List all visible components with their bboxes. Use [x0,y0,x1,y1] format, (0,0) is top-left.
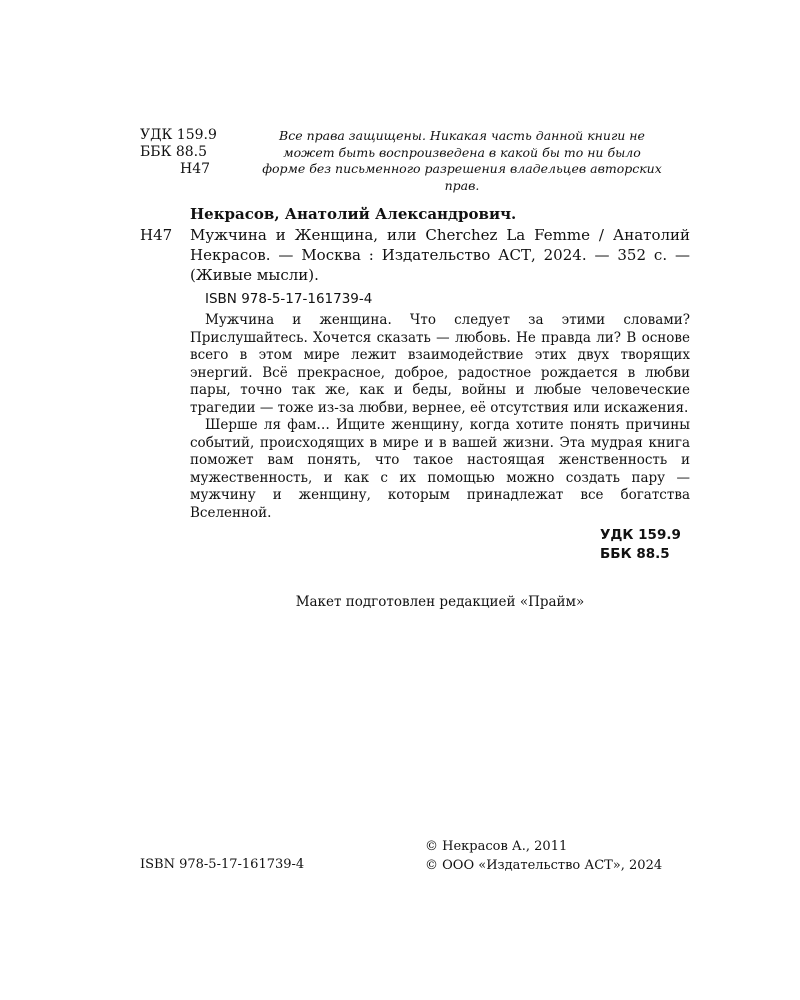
bbk-code: ББК 88.5 [140,144,208,160]
class-codes [600,526,681,564]
udk-code-bold: УДК 159.9 [600,527,681,543]
copyright-publisher: © ООО «Издательство АСТ», 2024 [425,857,663,873]
author-sign: Н47 [180,161,211,177]
rights-notice: Все права защищены. Никакая часть данной книги не может быть воспроизведена в какой бы то ни было форме без письменного разрешения владельцев авторских прав. [262,128,662,193]
isbn-line: ISBN 978-5-17-161739-4 [205,291,373,307]
annotation-paragraph: Шерше ля фам… Ищите женщину, когда хотите понять причины событий, происходящих в мире и в вашей жизни. Эта мудрая книга поможет вам понять, что такое настоящая женственность и мужественность, и как с их помощью можно создать пару — мужчину и женщину, которым принадлежат все богатства Вселенной. [190,417,690,521]
classification-codes [140,127,217,178]
annotation-paragraph: Мужчина и женщина. Что следует за этими словами? Прислушайтесь. Хочется сказать — любовь. Не правда ли? В основе всего в этом мире лежит взаимодействие этих двух творящих энергий. Всё прекрасное, доброе, радостное рождается в любви пары, точно так же, как и беды, войны и любые человеческие трагедии — тоже из-за любви, вернее, её отсутствия или искажения. [190,312,690,416]
author-heading: Некрасов, Анатолий Александрович. [190,205,517,223]
copyright-block [425,838,662,875]
call-number: Н47 [140,226,173,244]
annotation [190,312,690,522]
bbk-code-bold: ББК 88.5 [600,546,670,562]
bibliographic-description: Мужчина и Женщина, или Cherchez La Femme / Анатолий Некрасов. — Москва : Издательство АСТ, 2024. — 352 с. — (Живые мысли). [190,226,690,284]
prepared-by: Макет подготовлен редакцией «Прайм» [295,594,585,610]
footer-isbn: ISBN 978-5-17-161739-4 [140,857,305,872]
copyright-author: © Некрасов А., 2011 [425,839,568,854]
udk-code: УДК 159.9 [140,127,217,143]
